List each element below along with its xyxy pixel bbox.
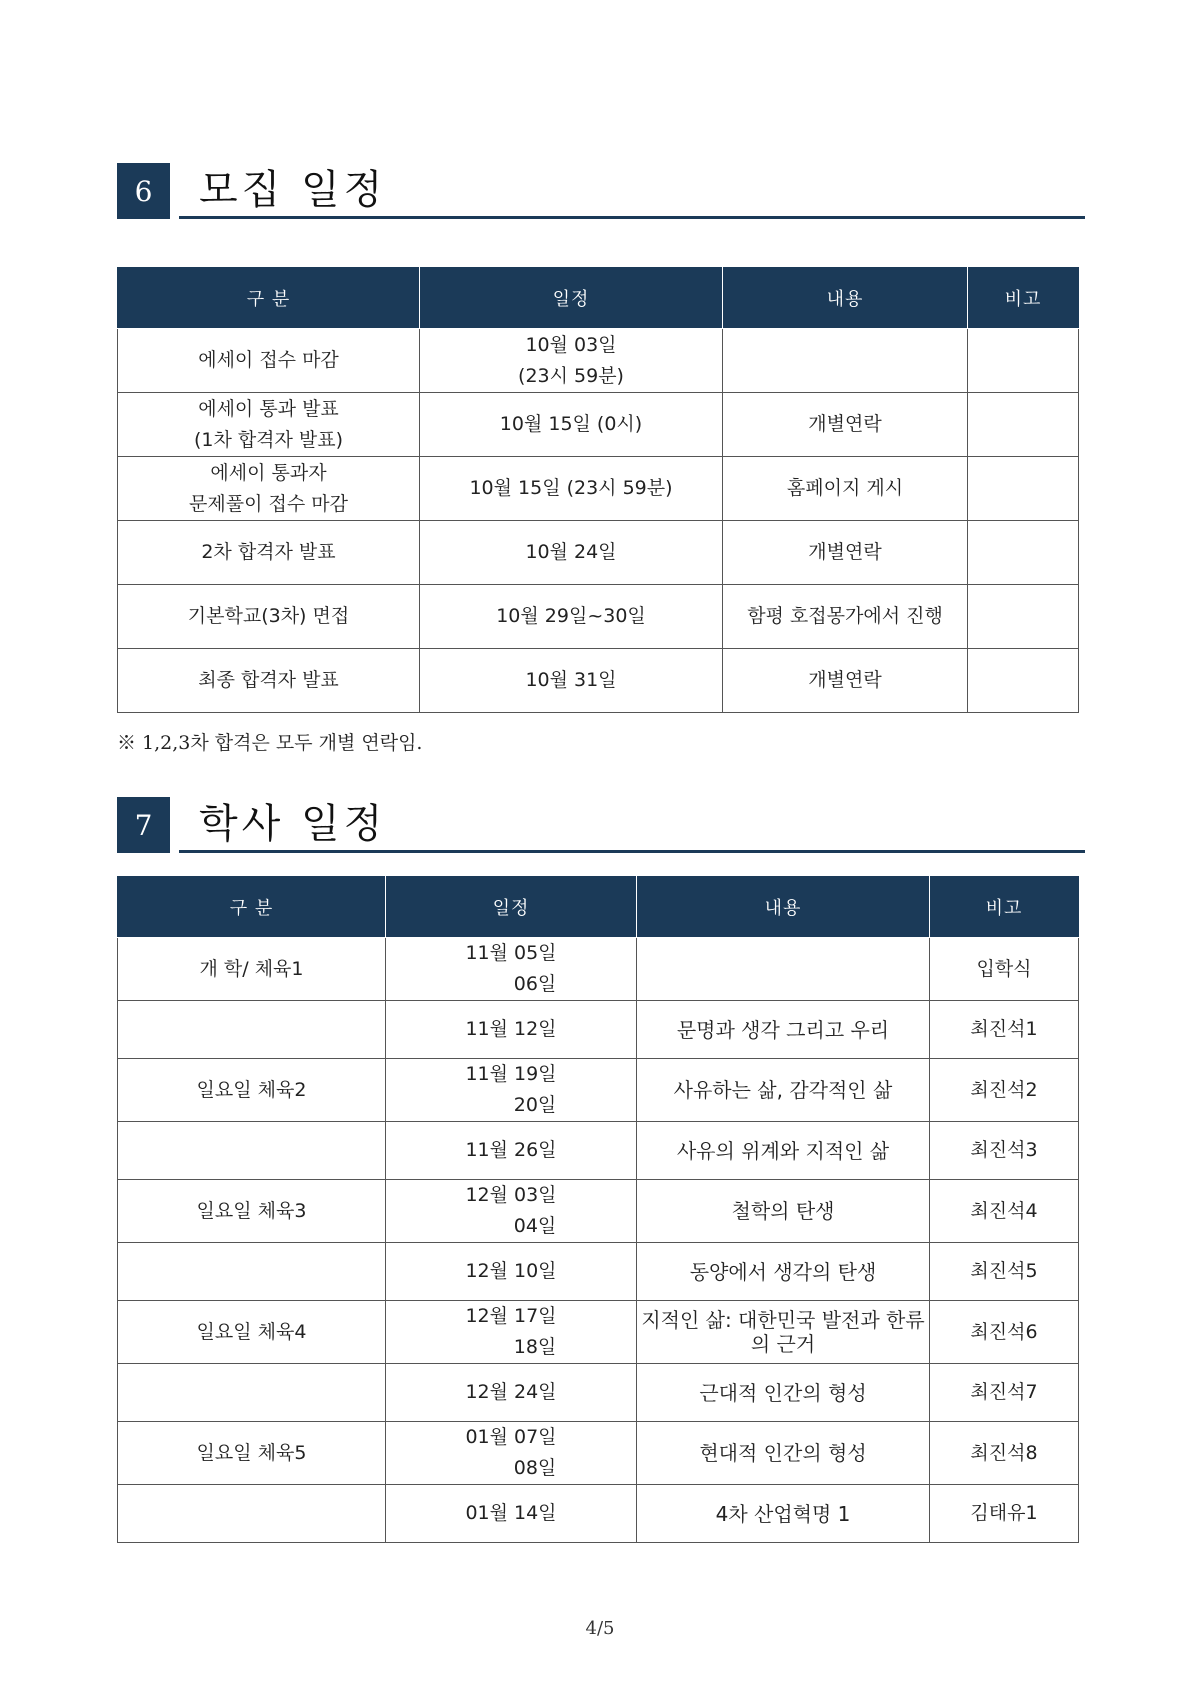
cell-note: [968, 521, 1079, 585]
cell-line: 12월 24일: [465, 1381, 557, 1403]
cell-content: 동양에서 생각의 탄생: [637, 1243, 930, 1301]
table-row: [118, 585, 1079, 649]
cell-date: [386, 1001, 637, 1059]
cell-note: [968, 457, 1079, 521]
section-title: 학사 일정: [199, 801, 387, 847]
cell-line: 12월 03일: [465, 1184, 557, 1206]
section-number-box: 7: [117, 797, 170, 853]
table-row: [118, 1243, 1079, 1301]
table-row: [118, 1180, 1079, 1243]
cell-category: 일요일 체육2: [118, 1059, 386, 1122]
table-row: [118, 521, 1079, 585]
cell-date: [386, 1422, 637, 1485]
cell-category: [118, 329, 420, 393]
table-row: [118, 649, 1079, 713]
cell-line: 기본학교(3차) 면접: [187, 605, 350, 627]
cell-line: 에세이 통과 발표: [198, 397, 339, 420]
cell-note: [968, 393, 1079, 457]
cell-date: [386, 1301, 637, 1364]
cell-line: 01월 07일: [465, 1426, 557, 1448]
cell-date: [386, 938, 637, 1001]
cell-category: [118, 1243, 386, 1301]
cell-content: 철학의 탄생: [637, 1180, 930, 1243]
cell-date: [386, 1180, 637, 1243]
cell-date: [420, 393, 723, 457]
cell-line: 10월 24일: [525, 541, 617, 563]
cell-content: 4차 산업혁명 1: [637, 1485, 930, 1543]
cell-date: [386, 1122, 637, 1180]
cell-category: 일요일 체육3: [118, 1180, 386, 1243]
cell-date: [386, 1243, 637, 1301]
section-7-header: [117, 797, 1085, 853]
section-title: 모집 일정: [199, 167, 387, 213]
cell-note: 입학식: [930, 938, 1079, 1001]
cell-date: [386, 1364, 637, 1422]
section-underline: [179, 216, 1085, 219]
cell-note: [968, 329, 1079, 393]
cell-category: [118, 585, 420, 649]
cell-note: 최진석8: [930, 1422, 1079, 1485]
cell-note: 최진석5: [930, 1243, 1079, 1301]
cell-note: [968, 649, 1079, 713]
col-header-note: 비고: [930, 877, 1079, 938]
cell-line: 10월 29일~30일: [496, 605, 646, 627]
table-row: [118, 457, 1079, 521]
table-header-row: [118, 268, 1079, 329]
cell-content: 근대적 인간의 형성: [637, 1364, 930, 1422]
cell-note: 최진석7: [930, 1364, 1079, 1422]
cell-category: [118, 521, 420, 585]
cell-date: [420, 585, 723, 649]
col-header-content: 내용: [723, 268, 968, 329]
cell-note: 최진석3: [930, 1122, 1079, 1180]
cell-content: 개별연락: [723, 521, 968, 585]
cell-line: 06일: [513, 973, 557, 995]
table-row: [118, 938, 1079, 1001]
table-row: [118, 1001, 1079, 1059]
section-number-box: 6: [117, 163, 170, 219]
cell-content: 개별연락: [723, 393, 968, 457]
cell-category: 개 학/ 체육1: [118, 938, 386, 1001]
cell-line: 에세이 통과자: [210, 461, 327, 484]
cell-line: 2차 합격자 발표: [201, 541, 336, 563]
cell-content: 문명과 생각 그리고 우리: [637, 1001, 930, 1059]
cell-content: [637, 938, 930, 1001]
cell-line: 11월 19일: [465, 1063, 557, 1085]
col-header-category: 구 분: [118, 268, 420, 329]
table-header-row: [118, 877, 1079, 938]
academic-schedule-table: [117, 876, 1079, 1543]
cell-line: 10월 15일 (23시 59분): [469, 477, 673, 499]
cell-line: 04일: [513, 1215, 557, 1237]
cell-line: (23시 59분): [518, 364, 624, 387]
cell-category: [118, 1485, 386, 1543]
recruit-schedule-table: [117, 267, 1079, 713]
cell-note: 김태유1: [930, 1485, 1079, 1543]
cell-note: 최진석4: [930, 1180, 1079, 1243]
cell-content: 함평 호접몽가에서 진행: [723, 585, 968, 649]
cell-date: [386, 1059, 637, 1122]
footnote: ※ 1,2,3차 합격은 모두 개별 연락임.: [117, 732, 423, 754]
cell-line: 10월 03일: [525, 333, 617, 356]
cell-line: 12월 17일: [465, 1305, 557, 1327]
table-row: [118, 1422, 1079, 1485]
table-row: [118, 1364, 1079, 1422]
page-number: 4/5: [585, 1618, 615, 1639]
cell-line: 에세이 접수 마감: [198, 349, 339, 371]
table-row: [118, 1485, 1079, 1543]
cell-line: 08일: [513, 1457, 557, 1479]
cell-date: [386, 1485, 637, 1543]
cell-note: 최진석1: [930, 1001, 1079, 1059]
table-row: [118, 1301, 1079, 1364]
cell-category: [118, 1001, 386, 1059]
cell-line: 18일: [513, 1336, 557, 1358]
cell-content: 사유의 위계와 지적인 삶: [637, 1122, 930, 1180]
cell-content: 홈페이지 게시: [723, 457, 968, 521]
cell-content: [723, 329, 968, 393]
col-header-content: 내용: [637, 877, 930, 938]
section-underline: [179, 850, 1085, 853]
cell-line: 11월 05일: [465, 942, 557, 964]
cell-line: 10월 15일 (0시): [499, 413, 643, 435]
section-6-header: [117, 163, 1085, 219]
cell-note: 최진석6: [930, 1301, 1079, 1364]
cell-line: 01월 14일: [465, 1502, 557, 1524]
cell-line: 12월 10일: [465, 1260, 557, 1282]
cell-line: 10월 31일: [525, 669, 617, 691]
col-header-date: 일정: [420, 268, 723, 329]
cell-note: [968, 585, 1079, 649]
col-header-note: 비고: [968, 268, 1079, 329]
cell-category: 일요일 체육5: [118, 1422, 386, 1485]
cell-line: 11월 26일: [465, 1139, 557, 1161]
cell-category: [118, 457, 420, 521]
cell-date: [420, 521, 723, 585]
table-row: [118, 393, 1079, 457]
cell-date: [420, 457, 723, 521]
table-row: [118, 329, 1079, 393]
col-header-category: 구 분: [118, 877, 386, 938]
cell-content: 사유하는 삶, 감각적인 삶: [637, 1059, 930, 1122]
cell-category: 일요일 체육4: [118, 1301, 386, 1364]
cell-category: [118, 1122, 386, 1180]
cell-note: 최진석2: [930, 1059, 1079, 1122]
cell-category: [118, 393, 420, 457]
cell-category: [118, 649, 420, 713]
cell-content: 개별연락: [723, 649, 968, 713]
cell-line: 11월 12일: [465, 1018, 557, 1040]
cell-date: [420, 649, 723, 713]
cell-line: 문제풀이 접수 마감: [189, 492, 348, 515]
cell-content: 현대적 인간의 형성: [637, 1422, 930, 1485]
cell-line: (1차 합격자 발표): [193, 428, 344, 451]
table-row: [118, 1122, 1079, 1180]
cell-date: [420, 329, 723, 393]
cell-line: 최종 합격자 발표: [198, 669, 339, 691]
table-row: [118, 1059, 1079, 1122]
col-header-date: 일정: [386, 877, 637, 938]
cell-category: [118, 1364, 386, 1422]
cell-line: 20일: [513, 1094, 557, 1116]
cell-content: 지적인 삶: 대한민국 발전과 한류의 근거: [637, 1301, 930, 1364]
